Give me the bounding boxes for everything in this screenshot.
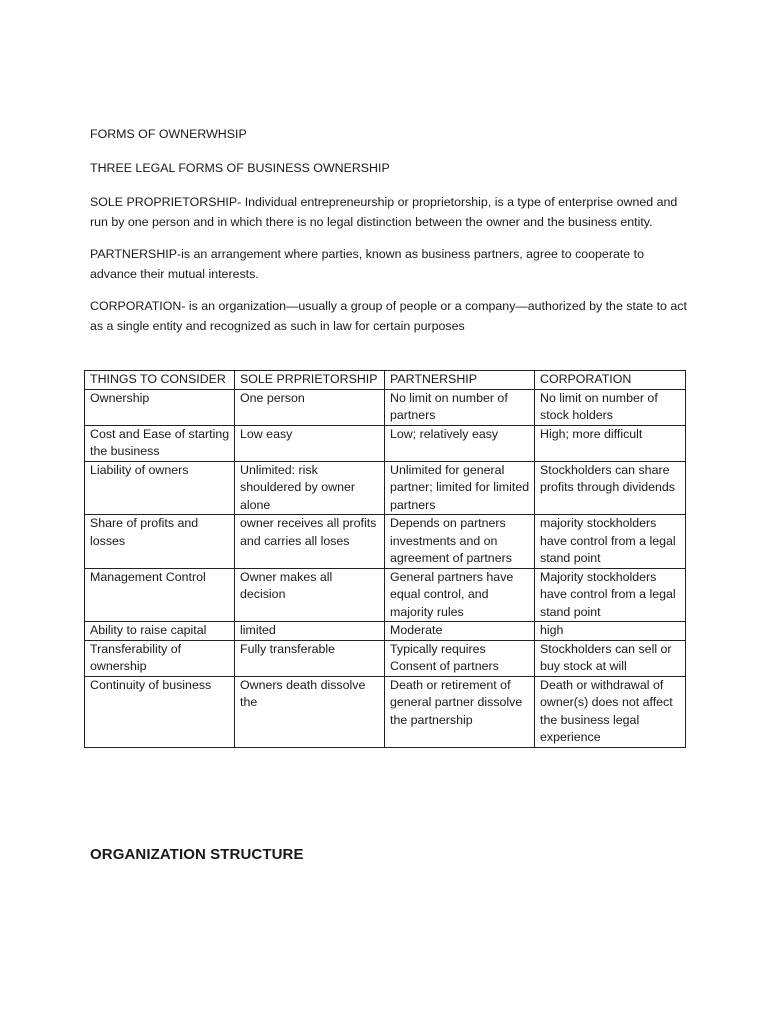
table-header-cell: PARTNERSHIP	[385, 371, 535, 390]
table-cell: Management Control	[85, 568, 235, 622]
table-cell: Ability to raise capital	[85, 622, 235, 641]
table-row	[85, 461, 686, 515]
table-cell: Share of profits and losses	[85, 515, 235, 569]
table-cell: No limit on number of stock holders	[535, 389, 686, 425]
table-cell: Unlimited for general partner; limited for limited partners	[385, 461, 535, 515]
paragraph-partnership: PARTNERSHIP-is an arrangement where parties, known as business partners, agree to cooperate to advance their mutual interests.	[90, 247, 644, 281]
table-cell: majority stockholders have control from a legal stand point	[535, 515, 686, 569]
table-cell: Stockholders can sell or buy stock at will	[535, 640, 686, 676]
paragraph-sole-proprietorship: SOLE PROPRIETORSHIP- Individual entrepreneurship or proprietorship, is a type of enterprise owned and run by one person and in which there is no legal distinction between the owner and the business entity.	[90, 195, 678, 229]
table-cell: Moderate	[385, 622, 535, 641]
table-cell: Typically requires Consent of partners	[385, 640, 535, 676]
table-row	[85, 389, 686, 425]
table-cell: No limit on number of partners	[385, 389, 535, 425]
table-cell: Stockholders can share profits through dividends	[535, 461, 686, 515]
paragraph-corporation: CORPORATION- is an organization—usually a group of people or a company—authorized by the state to act as a single entity and recognized as such in law for certain purposes	[90, 299, 687, 333]
table-cell: General partners have equal control, and majority rules	[385, 568, 535, 622]
table-cell: Transferability of ownership	[85, 640, 235, 676]
table-cell: limited	[235, 622, 385, 641]
table-cell: Low easy	[235, 425, 385, 461]
table-cell: Death or withdrawal of owner(s) does not affect the business legal experience	[535, 676, 686, 747]
table-cell: Fully transferable	[235, 640, 385, 676]
table-cell: Cost and Ease of starting the business	[85, 425, 235, 461]
table-header-cell: SOLE PRPRIETORSHIP	[235, 371, 385, 390]
table-cell: One person	[235, 389, 385, 425]
table-header-row	[85, 371, 686, 390]
table-cell: owner receives all profits and carries all loses	[235, 515, 385, 569]
table-row	[85, 568, 686, 622]
table-row	[85, 640, 686, 676]
table-header-cell: THINGS TO CONSIDER	[85, 371, 235, 390]
table-cell: Ownership	[85, 389, 235, 425]
table-cell: Continuity of business	[85, 676, 235, 747]
table-row	[85, 515, 686, 569]
table-cell: Owner makes all decision	[235, 568, 385, 622]
ownership-comparison-table	[84, 370, 686, 748]
table-cell: Low; relatively easy	[385, 425, 535, 461]
section-heading: ORGANIZATION STRUCTURE	[90, 846, 304, 863]
table-cell: Death or retirement of general partner dissolve the partnership	[385, 676, 535, 747]
table-header-cell: CORPORATION	[535, 371, 686, 390]
table-cell: Unlimited: risk shouldered by owner alone	[235, 461, 385, 515]
table-cell: Majority stockholders have control from a legal stand point	[535, 568, 686, 622]
table-row	[85, 425, 686, 461]
table-cell: high	[535, 622, 686, 641]
table-cell: Liability of owners	[85, 461, 235, 515]
table-cell: High; more difficult	[535, 425, 686, 461]
table-cell: Owners death dissolve the	[235, 676, 385, 747]
table-row	[85, 676, 686, 747]
document-subtitle: THREE LEGAL FORMS OF BUSINESS OWNERSHIP	[90, 161, 390, 175]
document-title: FORMS OF OWNERWHSIP	[90, 127, 247, 141]
table-row	[85, 622, 686, 641]
document-body	[90, 124, 690, 348]
table-cell: Depends on partners investments and on agreement of partners	[385, 515, 535, 569]
